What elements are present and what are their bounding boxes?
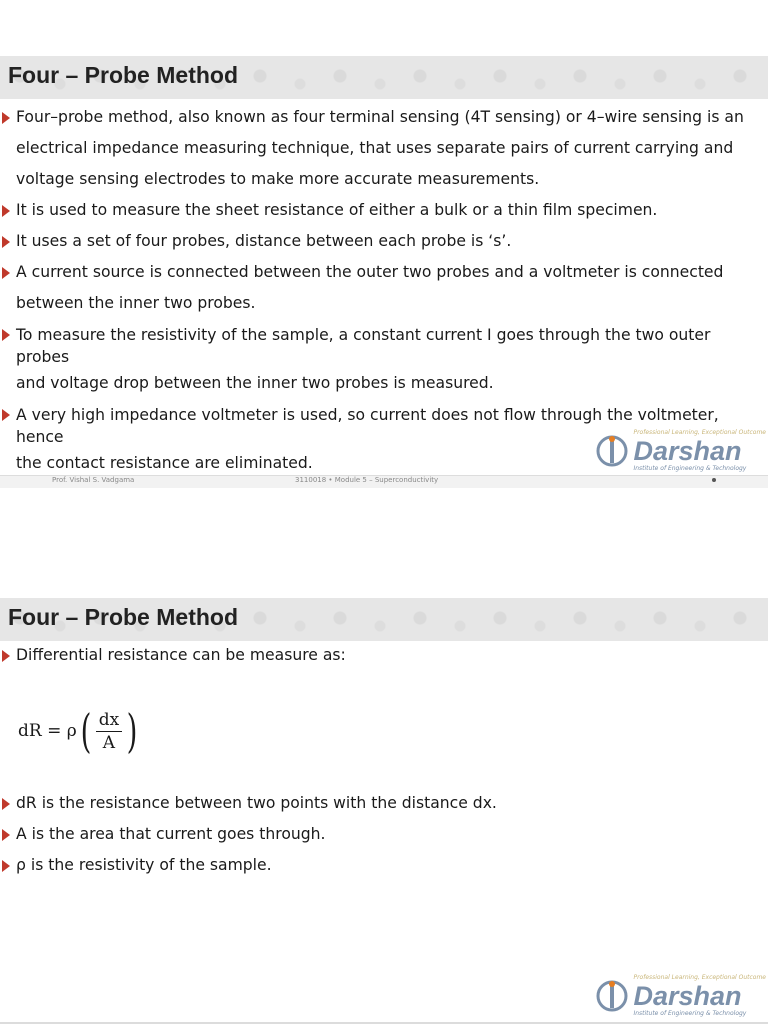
darshan-emblem-icon [595,979,629,1013]
bullet-list [0,640,768,671]
bullet-list [0,788,768,881]
formula-fraction [96,709,122,754]
footer-module: 3110018 • Module 5 – Superconductivity [295,476,439,484]
formula-lhs: dR = ρ [18,721,77,741]
bullet-triangle-icon [2,829,10,841]
bullet-triangle-icon [2,798,10,810]
formula-denominator: A [102,732,116,753]
slide-title: Four – Probe Method [8,62,238,88]
slide-2 [0,598,768,1024]
bullet-triangle-icon [2,860,10,872]
bullet-triangle-icon [2,329,10,341]
bullet-triangle-icon [2,236,10,248]
bullet-item: Four–probe method, also known as four terminal sensing (4T sensing) or 4–wire sensing is an electrical impedance measuring technique, that uses separate pairs of current carrying and voltage sensing electrodes to make more accurate measurements. [0,102,768,195]
bullet-item: Differential resistance can be measure as: [0,640,768,671]
darshan-emblem-icon [595,434,629,468]
bullet-item: To measure the resistivity of the sample, a constant current I goes through the two outer probes and voltage drop between the inner two probes is measured. [0,319,736,399]
formula-numerator: dx [96,709,122,732]
bullet-item: A current source is connected between the outer two probes and a voltmeter is connected between the inner two probes. [0,257,768,319]
bullet-item: ρ is the resistivity of the sample. [0,850,768,881]
title-bar [0,56,768,101]
bullet-triangle-icon [2,650,10,662]
slide-1 [0,56,768,488]
bullet-list [0,102,768,479]
slide-title: Four – Probe Method [8,604,238,630]
bullet-item: It is used to measure the sheet resistance of either a bulk or a thin film specimen. [0,195,768,226]
bullet-triangle-icon [2,267,10,279]
bullet-triangle-icon [2,112,10,124]
bullet-item: dR is the resistance between two points with the distance dx. [0,788,768,819]
title-bar [0,598,768,643]
differential-resistance-formula: dR = ρ ( $\frac{dx}{A}$ ) [18,704,138,758]
bullet-triangle-icon [2,205,10,217]
bullet-item: A very high impedance voltmeter is used, so current does not flow through the voltmeter, hence the contact resistance are eliminated. [0,399,736,479]
bullet-item: It uses a set of four probes, distance between each probe is ‘s’. [0,226,768,257]
footer-author: Prof. Vishal S. Vadgama [52,476,135,484]
bullet-triangle-icon [2,409,10,421]
bullet-item: A is the area that current goes through. [0,819,768,850]
darshan-logo: Professional Learning, Exceptional Outcome Darshan Institute of Engineering & Technology [595,974,766,1018]
footer-dot [712,478,716,482]
darshan-logo: Professional Learning, Exceptional Outcome Darshan Institute of Engineering & Technology [595,429,766,473]
slide-footer [0,475,768,488]
